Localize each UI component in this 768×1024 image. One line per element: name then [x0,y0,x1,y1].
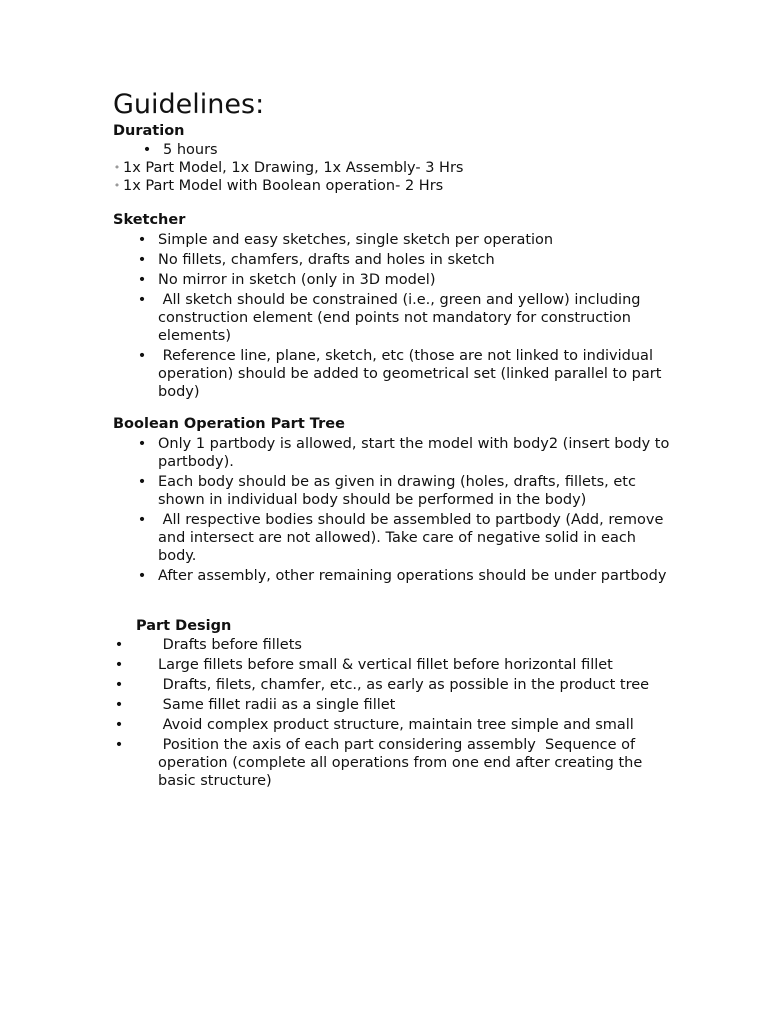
part-design-list [113,636,678,792]
list-item-text: Avoid complex product structure, maintain tree simple and small [158,717,634,733]
list-item [113,473,678,509]
part-design-heading: Part Design [136,618,232,634]
boolean-heading: Boolean Operation Part Tree [113,416,345,432]
list-item-text: After assembly, other remaining operations should be under partbody [158,568,667,584]
list-item-text: Drafts before fillets [158,637,302,653]
list-item [113,177,603,195]
duration-sub-list [113,159,603,195]
list-item-text: No mirror in sketch (only in 3D model) [158,272,436,288]
small-bullet-icon: • [113,161,121,174]
bullet-icon: • [114,677,124,693]
bullet-icon: • [137,292,147,308]
sketcher-heading: Sketcher [113,212,186,228]
list-item [113,435,678,471]
list-item [113,676,678,694]
list-item-text: All sketch should be constrained (i.e., green and yellow) including construction element (end points not mandatory for construction elements) [158,292,646,344]
bullet-icon: • [142,142,152,158]
bullet-icon: • [137,272,147,288]
list-item-text: Only 1 partbody is allowed, start the model with body2 (insert body to partbody). [158,436,670,470]
list-item [113,159,603,177]
list-item [113,636,678,654]
list-item-text: Drafts, filets, chamfer, etc., as early as possible in the product tree [158,677,650,693]
list-item [113,347,678,401]
list-item-text: Each body should be as given in drawing (holes, drafts, fillets, etc shown in individual body should be performed in the body) [158,474,636,508]
list-item [113,231,678,249]
list-item-text: Large fillets before small & vertical fillet before horizontal fillet [158,657,613,673]
list-item [113,696,678,714]
sketcher-list [113,231,678,403]
list-item [113,291,678,345]
bullet-icon: • [114,717,124,733]
list-item [113,656,678,674]
bullet-icon: • [114,737,124,753]
list-item [113,511,678,565]
list-item-text: Position the axis of each part considering assembly Sequence of operation (complete all operations from one end after creating the basic structure) [158,737,647,789]
bullet-icon: • [137,474,147,490]
bullet-icon: • [114,637,124,653]
bullet-icon: • [137,252,147,268]
list-item-text: Same fillet radii as a single fillet [158,697,396,713]
list-item [113,271,678,289]
bullet-icon: • [137,512,147,528]
duration-main-list [113,141,683,159]
duration-heading: Duration [113,123,185,139]
small-bullet-icon: • [113,179,121,192]
list-item [113,141,683,159]
bullet-icon: • [137,348,147,364]
list-item-text: Reference line, plane, sketch, etc (those are not linked to individual operation) should be added to geometrical set (linked parallel to part body) [158,348,667,400]
list-item [113,251,678,269]
bullet-icon: • [137,436,147,452]
boolean-list [113,435,678,587]
bullet-icon: • [137,232,147,248]
list-item-text: 5 hours [163,142,218,158]
list-item-text: Simple and easy sketches, single sketch per operation [158,232,554,248]
list-item [113,716,678,734]
list-item-text: 1x Part Model, 1x Drawing, 1x Assembly- 3 Hrs [123,160,464,176]
bullet-icon: • [114,697,124,713]
list-item-text: 1x Part Model with Boolean operation- 2 Hrs [123,178,444,194]
list-item [113,736,678,790]
bullet-icon: • [114,657,124,673]
list-item-text: All respective bodies should be assembled to partbody (Add, remove and intersect are not allowed). Take care of negative solid in each body. [158,512,669,564]
list-item [113,567,678,585]
bullet-icon: • [137,568,147,584]
page-title: Guidelines: [113,89,265,120]
list-item-text: No fillets, chamfers, drafts and holes in sketch [158,252,495,268]
